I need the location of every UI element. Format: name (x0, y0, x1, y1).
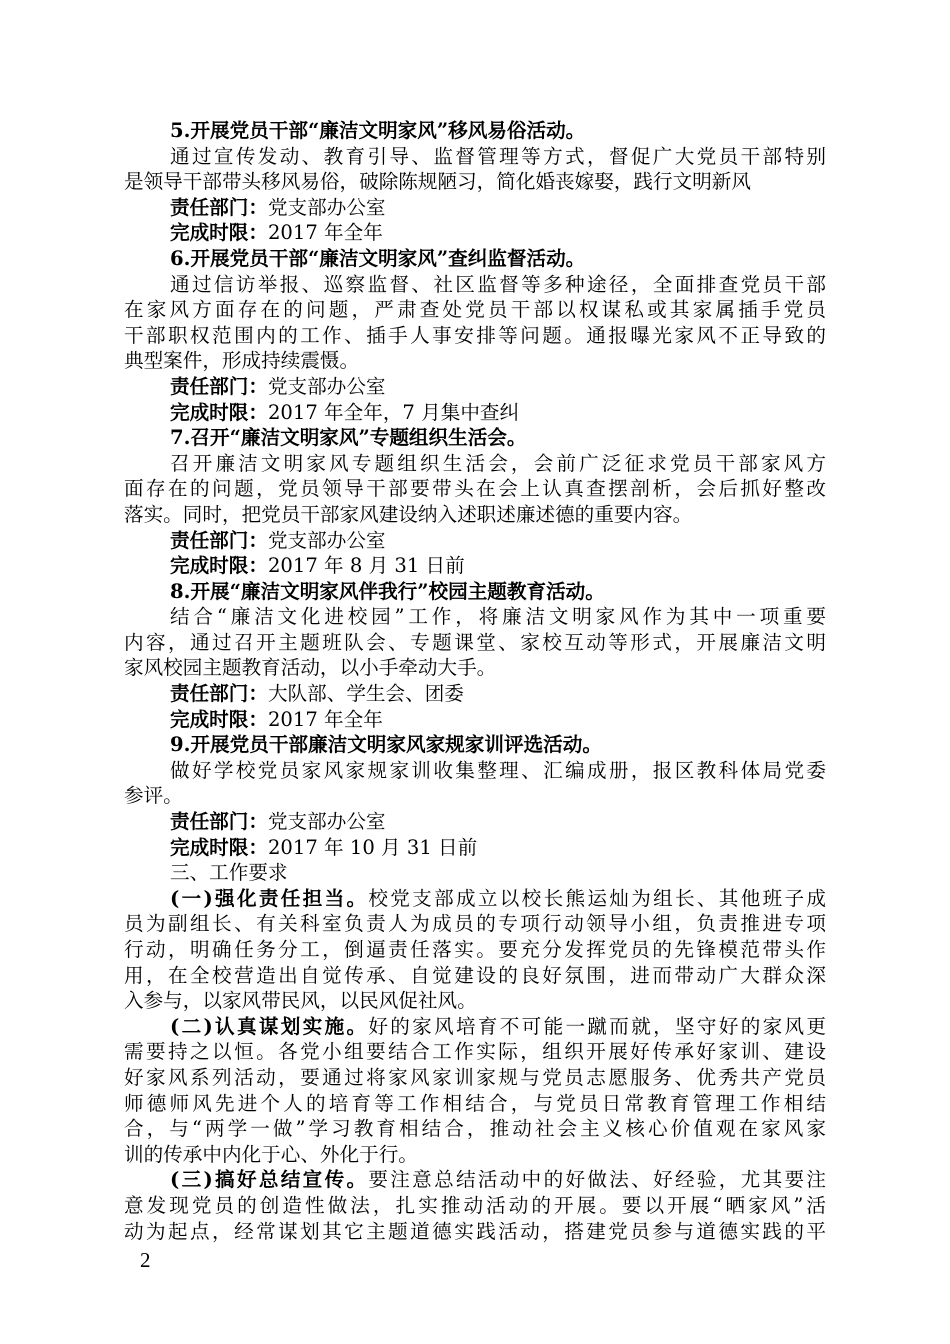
requirement-line: 合，与“两学一做”学习教育相结合，推动社会主义核心价值观在家风家 (124, 1117, 826, 1141)
task-description-line: 做好学校党员家风家规家训收集整理、汇编成册，报区教科体局党委 (170, 758, 826, 782)
requirement-line: 好家风系列活动，要通过将家风家训家规与党员志愿服务、优秀共产党员 (124, 1065, 826, 1089)
deadline-label: 完成时限： (170, 400, 268, 424)
deadline-label: 完成时限： (170, 835, 268, 859)
task-description-line: 在家风方面存在的问题，严肃查处党员干部以权谋私或其家属插手党员 (124, 298, 826, 322)
page-body (124, 118, 826, 1244)
dept-value: 党支部办公室 (267, 374, 386, 398)
deadline-value: 2017 年 8 月 31 日前 (267, 554, 465, 578)
task-heading: 7.召开“廉洁文明家风”专题组织生活会。 (170, 426, 527, 450)
requirement-line: 训的传承中内化于心、外化于行。 (124, 1142, 418, 1166)
requirement-lead: (三)搞好总结宣传。 (170, 1168, 369, 1192)
section-title: 三、工作要求 (170, 861, 288, 885)
task-description-line: 干部职权范围内的工作、插手人事安排等问题。通报曝光家风不正导致的 (124, 323, 826, 347)
deadline-value: 2017 年全年 (267, 707, 383, 731)
task-item-8 (124, 579, 826, 733)
dept-label: 责任部门： (170, 682, 268, 706)
dept-label: 责任部门： (170, 374, 268, 398)
requirement-line: 入参与，以家风带民风，以民风促社风。 (124, 989, 477, 1013)
task-description-line: 通过信访举报、巡察监督、社区监督等多种途径，全面排查党员干部 (170, 272, 826, 296)
dept-value: 党支部办公室 (267, 195, 386, 219)
task-description-line: 通过宣传发动、教育引导、监督管理等方式，督促广大党员干部特别 (170, 144, 826, 168)
requirement-text: 校党支部成立以校长熊运灿为组长、其他班子成 (368, 886, 826, 910)
requirement-text: 好的家风培育不可能一蹴而就，坚守好的家风更 (368, 1014, 826, 1038)
requirement-3 (124, 1167, 826, 1244)
task-heading: 8.开展“廉洁文明家风伴我行”校园主题教育活动。 (170, 579, 605, 603)
task-item-6 (124, 246, 826, 425)
task-description-line: 参评。 (124, 784, 183, 808)
dept-value: 大队部、学生会、团委 (267, 682, 464, 706)
task-description-line: 家风校园主题教育活动，以小手牵动大手。 (124, 656, 497, 680)
requirement-line: 用，在全校营造出自觉传承、自觉建设的良好氛围，进而带动广大群众深 (124, 963, 826, 987)
responsible-dept (124, 528, 826, 554)
dept-value: 党支部办公室 (267, 528, 386, 552)
task-description-line: 内容，通过召开主题班队会、专题课堂、家校互动等形式，开展廉洁文明 (124, 630, 826, 654)
requirement-line: 意发现党员的创造性做法，扎实推动活动的开展。要以开展“晒家风”活 (124, 1193, 826, 1217)
deadline (124, 220, 826, 246)
requirement-first-line (124, 1014, 826, 1040)
task-description-line: 落实。同时，把党员干部家风建设纳入述职述廉述德的重要内容。 (124, 502, 693, 526)
task-description-line: 面存在的问题，党员领导干部要带头在会上认真查摆剖析，会后抓好整改 (124, 477, 826, 501)
deadline-label: 完成时限： (170, 707, 268, 731)
dept-value: 党支部办公室 (267, 810, 386, 834)
task-description-line: 典型案件，形成持续震慑。 (124, 349, 360, 373)
requirement-line: 需要持之以恒。各党小组要结合工作实际，组织开展好传承好家训、建设 (124, 1040, 826, 1064)
requirement-lead: (二)认真谋划实施。 (170, 1014, 369, 1038)
deadline-value: 2017 年全年，7 月集中查纠 (267, 400, 520, 424)
page-number: 2 (140, 1248, 151, 1272)
task-item-7 (124, 425, 826, 579)
responsible-dept (124, 374, 826, 400)
task-item-9 (124, 732, 826, 860)
requirement-first-line (124, 886, 826, 912)
deadline-value: 2017 年 10 月 31 日前 (267, 835, 478, 859)
task-heading: 5.开展党员干部“廉洁文明家风”移风易俗活动。 (170, 119, 586, 142)
deadline (124, 553, 826, 579)
task-description-line: 结合“廉洁文化进校园”工作，将廉洁文明家风作为其中一项重要 (170, 605, 826, 629)
requirement-2 (124, 1014, 826, 1168)
task-description-line: 召开廉洁文明家风专题组织生活会，会前广泛征求党员干部家风方 (170, 451, 826, 475)
task-description-line: 是领导干部带头移风易俗，破除陈规陋习，简化婚丧嫁娶，践行文明新风 (124, 170, 751, 194)
requirement-line: 师德师风先进个人的培育等工作相结合，与党员日常教育管理工作相结 (124, 1091, 826, 1115)
requirement-first-line (124, 1167, 826, 1193)
responsible-dept (124, 681, 826, 707)
dept-label: 责任部门： (170, 195, 268, 219)
requirement-1 (124, 886, 826, 1014)
requirement-line: 员为副组长、有关科室负责人为成员的专项行动领导小组，负责推进专项 (124, 912, 826, 936)
requirement-line: 动为起点，经常谋划其它主题道德实践活动，搭建党员参与道德实践的平 (124, 1219, 826, 1243)
deadline-label: 完成时限： (170, 221, 268, 245)
dept-label: 责任部门： (170, 528, 268, 552)
task-heading: 9.开展党员干部廉洁文明家风家规家训评选活动。 (170, 733, 602, 757)
responsible-dept (124, 195, 826, 221)
task-item-5 (124, 118, 826, 246)
deadline-value: 2017 年全年 (267, 221, 383, 245)
task-heading: 6.开展党员干部“廉洁文明家风”查纠监督活动。 (170, 246, 586, 270)
deadline (124, 707, 826, 733)
requirement-text: 要注意总结活动中的好做法、好经验，尤其要注 (368, 1168, 826, 1192)
deadline-label: 完成时限： (170, 554, 268, 578)
responsible-dept (124, 809, 826, 835)
requirement-lead: (一)强化责任担当。 (170, 886, 369, 910)
deadline (124, 835, 826, 861)
requirement-line: 行动，明确任务分工，倒逼责任落实。要充分发挥党员的先锋模范带头作 (124, 938, 826, 961)
deadline (124, 400, 826, 426)
dept-label: 责任部门： (170, 810, 268, 834)
